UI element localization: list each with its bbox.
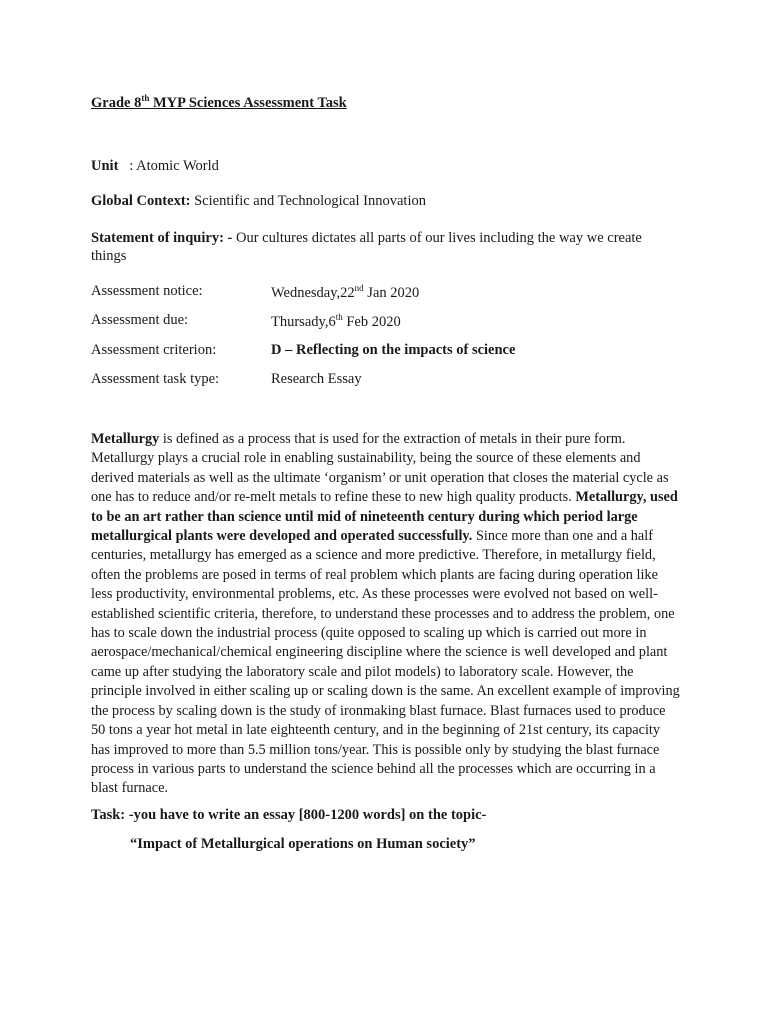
global-context-label: Global Context: (91, 193, 191, 209)
body-paragraph (91, 430, 681, 799)
unit-value: : Atomic World (118, 158, 219, 174)
unit-line (91, 158, 219, 175)
statement-of-inquiry (91, 229, 671, 265)
assessment-type-label: Assessment task type: (91, 371, 220, 387)
statement-value: Our cultures dictates all parts of our lives including the way we create things (91, 230, 642, 264)
assessment-due-label: Assessment due: (91, 312, 189, 328)
global-context-value: Scientific and Technological Innovation (190, 193, 426, 209)
title-prefix: Grade 8 (91, 94, 142, 111)
assessment-criterion-value: D – Reflecting on the impacts of science (271, 342, 516, 358)
due-date-sup: th (335, 312, 343, 322)
due-date-pre: Thursady,6 (271, 313, 336, 330)
notice-date-pre: Wednesday,22 (271, 284, 355, 301)
assessment-type-value: Research Essay (271, 371, 362, 387)
body-term: Metallurgy (91, 431, 160, 447)
notice-date-post: Jan 2020 (363, 284, 420, 301)
statement-label: Statement of inquiry: - (91, 230, 233, 246)
body-bold-sentence: Metallurgy, used to be an art rather than science until mid of nineteenth century during which period large metallurgical plants were developed and operated successfully. (91, 489, 678, 545)
global-context-line (91, 193, 426, 210)
unit-label: Unit (91, 158, 119, 174)
title-suffix: MYP Sciences Assessment Task (149, 94, 347, 111)
assessment-notice-label: Assessment notice: (91, 283, 203, 299)
body-part1: is defined as a process that is used for the extraction of metals in their pure form. Metallurgy plays a crucial role in enabling sustainability, being the source of these elements and derived materials as well as the ultimate ‘organism’ or unit operation that closes the material cycle as one has to reduce and/or re-melt metals to refine these to new high quality products. (91, 431, 669, 506)
assessment-due-value (271, 312, 401, 331)
assessment-notice-value (271, 283, 419, 302)
task-instruction: Task: -you have to write an essay [800-1200 words] on the topic- (91, 807, 487, 823)
due-date-post: Feb 2020 (342, 313, 401, 330)
essay-topic: “Impact of Metallurgical operations on Human society” (130, 836, 476, 852)
notice-date-sup: nd (354, 283, 364, 293)
body-part2: Since more than one and a half centuries, metallurgy has emerged as a science and more predictive. Therefore, in metallurgy field, often the problems are posed in terms of real problem which plants are facing during operation like less productivity, environmental problems, etc. As these processes were evolved not based on well-established scientific criteria, therefore, to understand these processes and to address the problem, one has to scale down the industrial process (quite opposed to scaling up which is carried out more in aerospace/mechanical/chemical engineering discipline where the science is well developed and plant came up after studying the laboratory scale and pilot models) to laboratory scale. However, the principle involved in either scaling up or scaling down is the same. An excellent example of improving the process by scaling down is the study of ironmaking blast furnace. Blast furnaces used to produce 50 tons a year hot metal in late eighteenth century, and in the beginning of 21st century, its capacity has improved to more than 5.5 million tons/year. This is possible only by studying the blast furnace process in various parts to understand the science behind all the processes which are occurring in a blast furnace. (91, 528, 680, 797)
title-superscript: th (141, 93, 150, 103)
page-title (91, 93, 347, 112)
assessment-criterion-label: Assessment criterion: (91, 342, 217, 358)
